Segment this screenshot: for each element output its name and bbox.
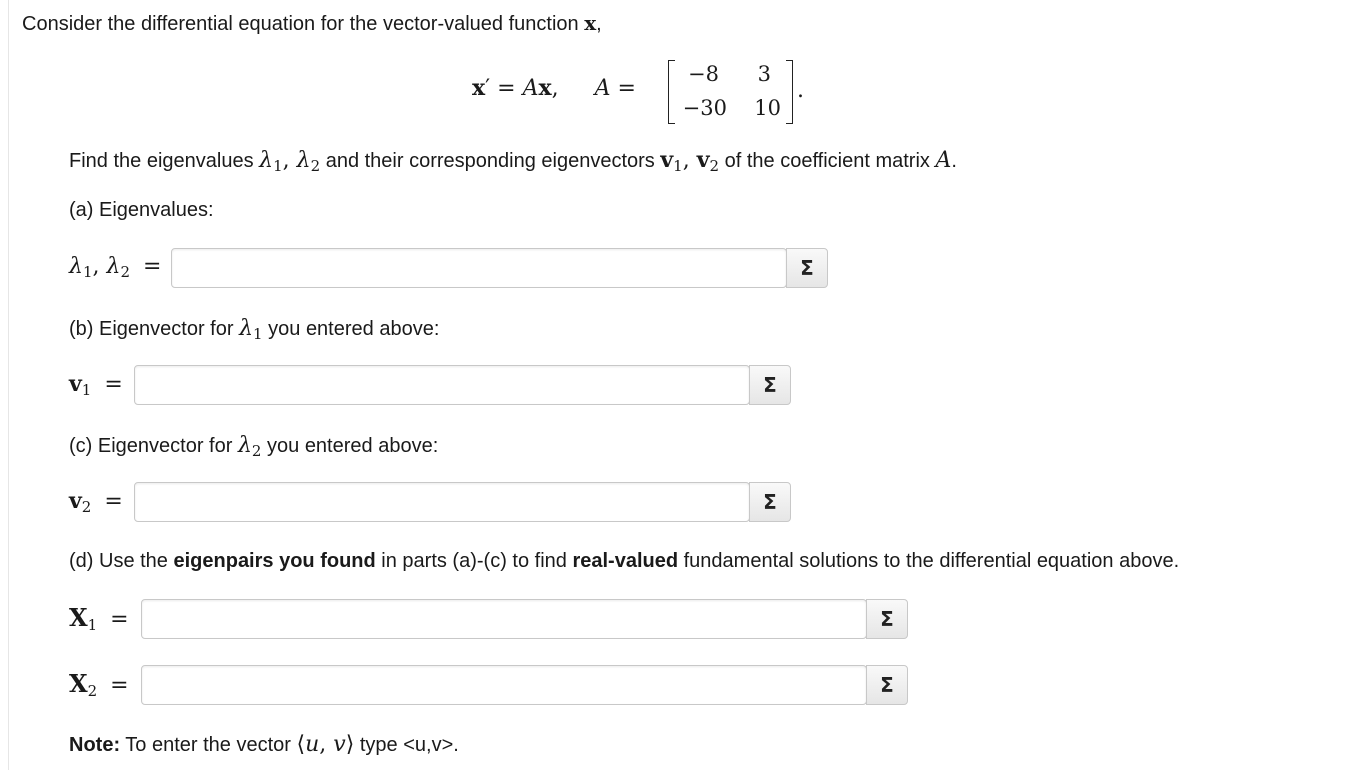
matrix-a12: 3 xyxy=(757,62,771,86)
part-c-label: (c) Eigenvector for $\lambda_2$ you entered above: xyxy=(69,433,439,460)
matrix-a22: 10 xyxy=(754,96,781,120)
part-a-label: (a) Eigenvalues: xyxy=(69,199,214,221)
matrix-right-bracket xyxy=(786,60,793,124)
part-d-label: (d) Use the eigenpairs you found in parts (a)-(c) to find real-valued fundamental solutions to the differential equation above. xyxy=(69,550,1180,572)
differential-equation: x′ = Ax, A = xyxy=(472,75,636,101)
note-text: Note: To enter the vector ⟨u, v⟩ type <u,v>. xyxy=(69,732,459,757)
x1-sigma-button[interactable] xyxy=(866,599,908,639)
x1-input[interactable] xyxy=(141,599,867,639)
coefficient-matrix xyxy=(668,60,793,122)
matrix-a11: −8 xyxy=(688,62,719,86)
v2-input[interactable] xyxy=(134,482,750,522)
sigma-icon: Σ xyxy=(763,373,777,397)
eigenvalues-sigma-button[interactable] xyxy=(786,248,828,288)
intro-text: Consider the differential equation for the vector-valued function x, xyxy=(22,11,602,35)
sigma-icon: Σ xyxy=(880,673,894,697)
v1-label: $v_1$ = xyxy=(69,371,123,399)
x2-input[interactable] xyxy=(141,665,867,705)
v1-sigma-button[interactable] xyxy=(749,365,791,405)
matrix-left-bracket xyxy=(668,60,675,124)
lambdas-label: $\lambda_1$, $\lambda_2$ = xyxy=(69,254,162,281)
sigma-icon: Σ xyxy=(763,490,777,514)
sigma-icon: Σ xyxy=(800,256,814,280)
matrix-a21: −30 xyxy=(682,96,727,120)
x2-sigma-button[interactable] xyxy=(866,665,908,705)
sigma-icon: Σ xyxy=(880,607,894,631)
part-b-label: (b) Eigenvector for $\lambda_1$ you entered above: xyxy=(69,316,440,343)
task-statement: Find the eigenvalues $\lambda_1$, $\lambda_2$ and their corresponding eigenvectors $v_1$, $v_2$ of the coefficient matrix A. xyxy=(69,147,957,175)
equation-period: . xyxy=(797,78,804,103)
x1-label: $X_1$ = xyxy=(69,603,129,634)
eigenvalues-input[interactable] xyxy=(171,248,787,288)
v2-label: $v_2$ = xyxy=(69,488,123,516)
v1-input[interactable] xyxy=(134,365,750,405)
x2-label: $X_2$ = xyxy=(69,669,129,700)
page-left-border xyxy=(8,0,9,770)
v2-sigma-button[interactable] xyxy=(749,482,791,522)
